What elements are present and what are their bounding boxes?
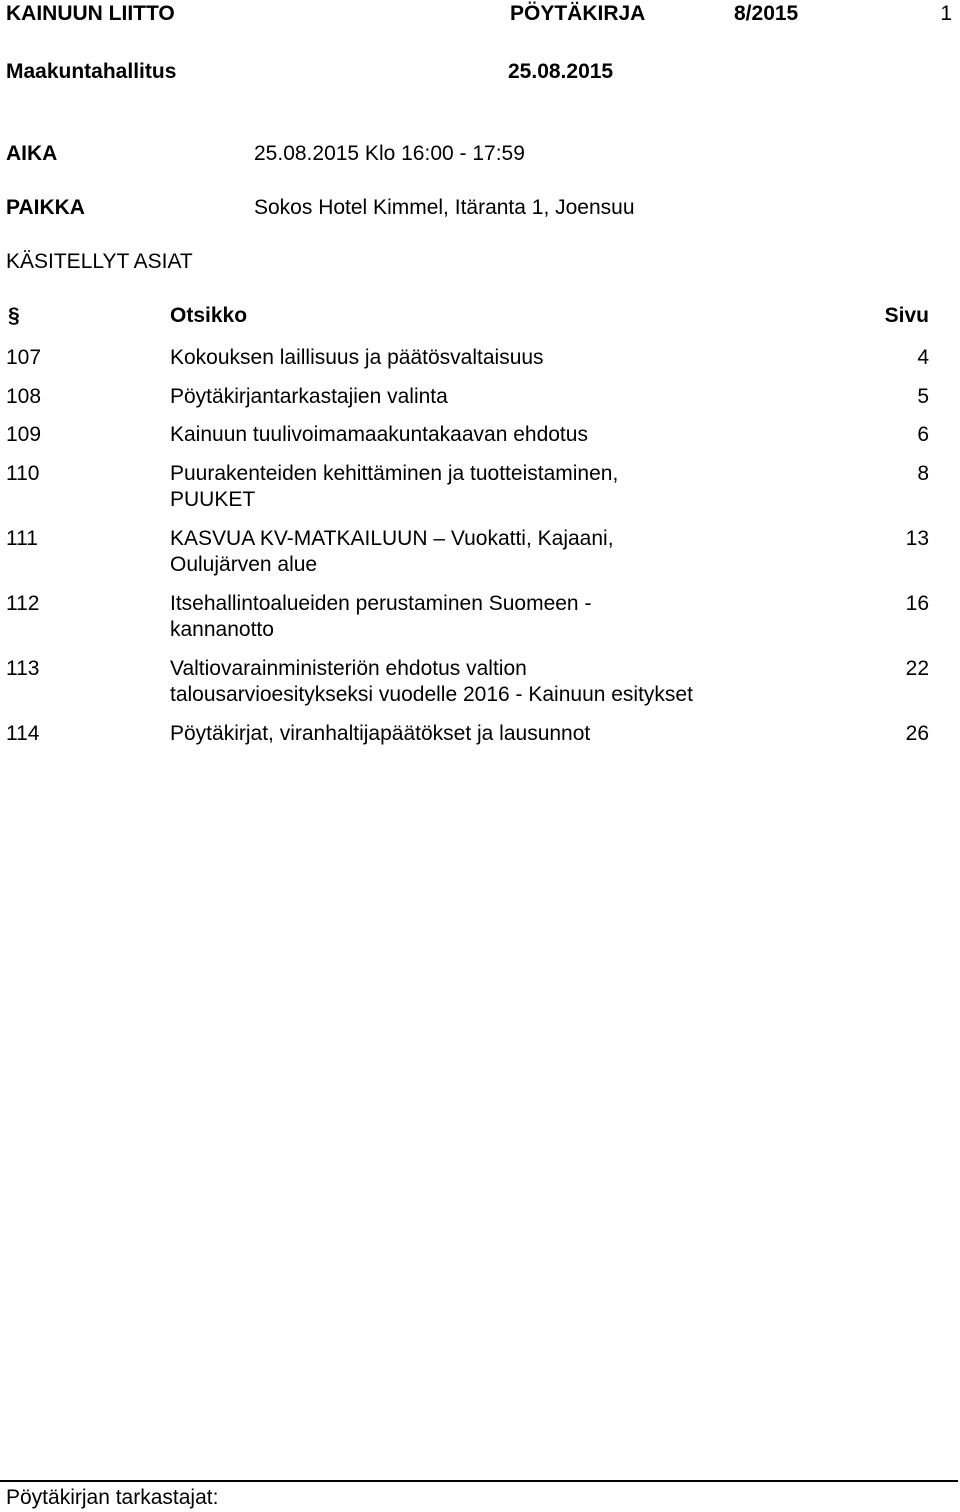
item-title: Pöytäkirjat, viranhaltijapäätökset ja lausunnot — [170, 722, 591, 745]
item-page: 4 — [917, 346, 929, 369]
time-label: AIKA — [6, 142, 58, 165]
footer-divider — [0, 1480, 958, 1482]
item-page: 6 — [917, 423, 929, 446]
item-page: 8 — [917, 462, 929, 485]
document-date: 25.08.2015 — [508, 60, 614, 83]
section-symbol: § — [8, 304, 20, 327]
footer-label: Pöytäkirjan tarkastajat: — [6, 1486, 219, 1509]
agenda-row — [0, 422, 960, 448]
document-type: PÖYTÄKIRJA — [510, 2, 646, 25]
agenda-row — [0, 461, 960, 513]
agenda-row — [0, 526, 960, 578]
item-number: 108 — [6, 385, 42, 408]
item-title-line-2: kannanotto — [170, 618, 274, 641]
item-number: 109 — [6, 423, 42, 446]
item-title-line-1: Puurakenteiden kehittäminen ja tuotteistaminen, — [170, 462, 619, 485]
page-number: 1 — [940, 2, 952, 25]
agenda-row — [0, 345, 960, 371]
item-title-line-1: KASVUA KV-MATKAILUUN – Vuokatti, Kajaani, — [170, 527, 614, 550]
body-name: Maakuntahallitus — [6, 60, 177, 83]
item-title: Kainuun tuulivoimamaakuntakaavan ehdotus — [170, 423, 588, 446]
agenda-row — [0, 656, 960, 708]
page-column-header: Sivu — [884, 304, 929, 327]
item-number: 112 — [6, 592, 40, 615]
item-number: 113 — [6, 657, 40, 680]
agenda-heading: KÄSITELLYT ASIAT — [6, 250, 193, 273]
item-title-line-2: PUUKET — [170, 488, 256, 511]
agenda-row — [0, 591, 960, 643]
item-title-line-1: Valtiovarainministeriön ehdotus valtion — [170, 657, 527, 680]
item-number: 114 — [6, 722, 40, 745]
item-title: Kokouksen laillisuus ja päätösvaltaisuus — [170, 346, 544, 369]
item-number: 110 — [6, 462, 40, 485]
item-page: 16 — [905, 592, 929, 615]
item-title-line-2: Oulujärven alue — [170, 553, 318, 576]
document-number: 8/2015 — [734, 2, 799, 25]
time-value: 25.08.2015 Klo 16:00 - 17:59 — [254, 142, 525, 165]
item-page: 26 — [905, 722, 929, 745]
item-number: 107 — [6, 346, 42, 369]
item-title-line-1: Itsehallintoalueiden perustaminen Suomeen - — [170, 592, 592, 615]
agenda-row — [0, 721, 960, 747]
organization-name: KAINUUN LIITTO — [6, 2, 175, 25]
place-value: Sokos Hotel Kimmel, Itäranta 1, Joensuu — [254, 196, 635, 219]
item-title: Pöytäkirjantarkastajien valinta — [170, 385, 448, 408]
item-page: 22 — [905, 657, 929, 680]
item-title-line-2: talousarvioesitykseksi vuodelle 2016 - Kainuun esitykset — [170, 683, 693, 706]
agenda-row — [0, 384, 960, 410]
item-page: 13 — [905, 527, 929, 550]
item-number: 111 — [6, 527, 38, 550]
title-column-header: Otsikko — [170, 304, 248, 327]
place-label: PAIKKA — [6, 196, 85, 219]
item-page: 5 — [917, 385, 929, 408]
